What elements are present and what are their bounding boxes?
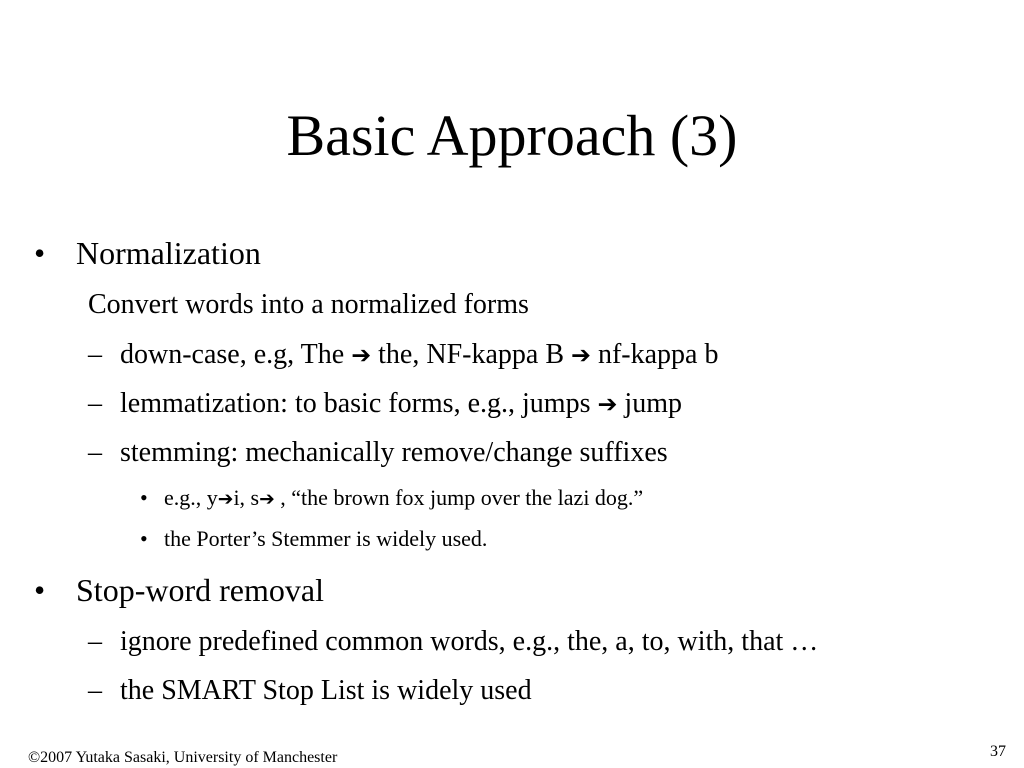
- bullet-marker: •: [34, 572, 46, 608]
- right-arrow-icon: ➔: [597, 390, 618, 418]
- bullet-marker: •: [34, 235, 46, 271]
- dash-marker: –: [88, 437, 102, 468]
- page-number: 37: [990, 743, 1006, 760]
- lemmatization-text-b: jump: [617, 388, 682, 419]
- slide-title: Basic Approach (3): [286, 103, 738, 168]
- subbullet-lemmatization: [120, 387, 682, 421]
- downcase-text-a: down-case, e.g, The: [120, 339, 352, 370]
- dash-marker: –: [88, 675, 102, 706]
- downcase-text-c: nf-kappa b: [590, 339, 719, 370]
- right-arrow-icon: ➔: [571, 341, 591, 369]
- bullet-stopword: Stop-word removal: [76, 572, 324, 608]
- stemming-example-b: i, s: [233, 485, 260, 510]
- bullet-marker: •: [140, 526, 148, 551]
- bullet-marker: •: [140, 485, 148, 510]
- subbullet-downcase: [120, 338, 718, 372]
- subbullet-smart: the SMART Stop List is widely used: [120, 675, 532, 706]
- porter-stemmer: the Porter’s Stemmer is widely used.: [164, 526, 488, 551]
- lemmatization-text-a: lemmatization: to basic forms, e.g., jumps: [120, 388, 598, 419]
- bullet-normalization: Normalization: [76, 235, 261, 271]
- footer-copyright: ©2007 Yutaka Sasaki, University of Manchester: [28, 749, 338, 766]
- normalization-intro: Convert words into a normalized forms: [88, 289, 529, 320]
- stemming-example-a: e.g., y: [164, 485, 218, 510]
- subbullet-stemming: stemming: mechanically remove/change suffixes: [120, 437, 668, 468]
- stemming-example-c: , “the brown fox jump over the lazi dog.”: [274, 485, 644, 510]
- subbullet-ignore: ignore predefined common words, e.g., the, a, to, with, that …: [120, 626, 819, 657]
- right-arrow-icon: ➔: [217, 489, 234, 510]
- right-arrow-icon: ➔: [259, 489, 275, 510]
- dash-marker: –: [88, 626, 102, 657]
- downcase-text-b: the, NF-kappa B: [371, 339, 571, 370]
- stemming-example: [164, 484, 643, 514]
- right-arrow-icon: ➔: [351, 341, 372, 369]
- dash-marker: –: [88, 388, 102, 419]
- dash-marker: –: [88, 339, 102, 370]
